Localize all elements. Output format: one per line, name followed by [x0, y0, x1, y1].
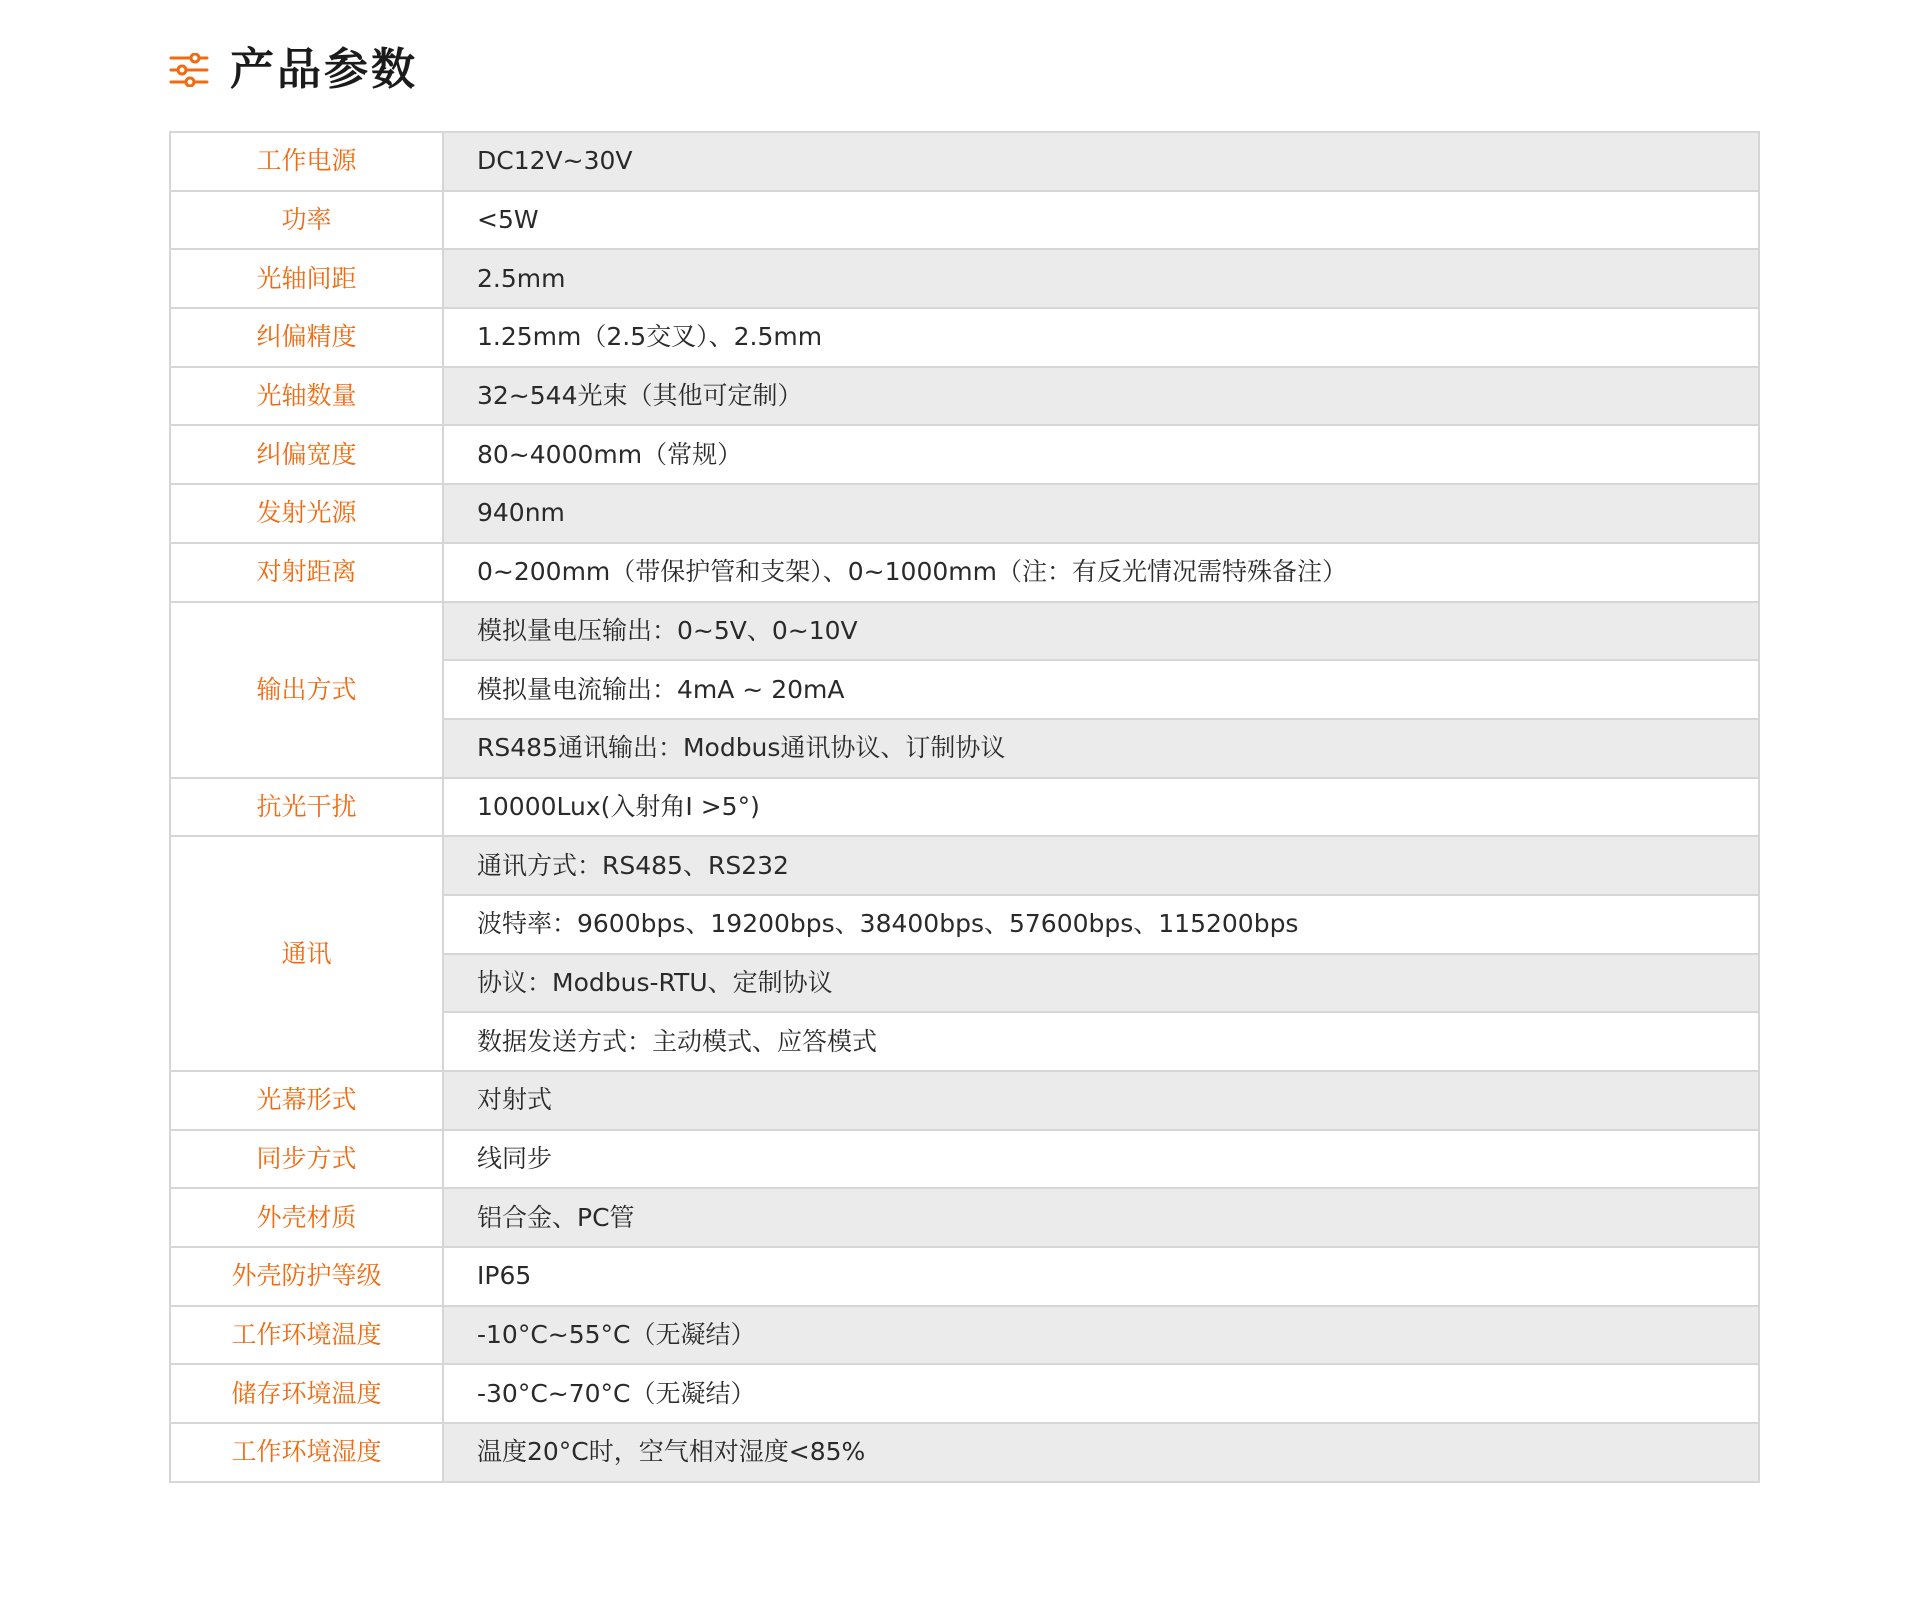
param-label: 发射光源 [170, 484, 443, 543]
table-row [170, 1071, 1759, 1130]
param-value: 数据发送方式：主动模式、应答模式 [443, 1012, 1759, 1071]
table-row [170, 308, 1759, 367]
page-title: 产品参数 [230, 44, 418, 95]
table-row [170, 1130, 1759, 1189]
table-row [170, 543, 1759, 602]
table-row [170, 778, 1759, 837]
param-label: 纠偏宽度 [170, 425, 443, 484]
param-value: 对射式 [443, 1071, 1759, 1130]
param-value: 32~544光束（其他可定制） [443, 367, 1759, 426]
table-row [170, 484, 1759, 543]
param-value: 线同步 [443, 1130, 1759, 1189]
param-label: 外壳防护等级 [170, 1247, 443, 1306]
table-row [170, 367, 1759, 426]
param-value: 波特率：9600bps、19200bps、38400bps、57600bps、115200bps [443, 895, 1759, 954]
table-row [170, 1423, 1759, 1482]
param-value: 1.25mm（2.5交叉）、2.5mm [443, 308, 1759, 367]
spec-table [169, 131, 1760, 1483]
param-label: 工作环境温度 [170, 1306, 443, 1365]
table-row [170, 1306, 1759, 1365]
param-label: 同步方式 [170, 1130, 443, 1189]
param-value: DC12V~30V [443, 132, 1759, 191]
param-value: RS485通讯输出：Modbus通讯协议、订制协议 [443, 719, 1759, 778]
param-label: 光轴间距 [170, 249, 443, 308]
param-label: 光幕形式 [170, 1071, 443, 1130]
param-label: 外壳材质 [170, 1188, 443, 1247]
sliders-icon [169, 53, 209, 87]
spec-table-body [170, 132, 1759, 1482]
param-value: -10°C~55°C（无凝结） [443, 1306, 1759, 1365]
param-value: 80~4000mm（常规） [443, 425, 1759, 484]
param-value: 0~200mm（带保护管和支架）、0~1000mm（注：有反光情况需特殊备注） [443, 543, 1759, 602]
table-row [170, 191, 1759, 250]
param-value: <5W [443, 191, 1759, 250]
param-label: 储存环境温度 [170, 1364, 443, 1423]
param-label: 输出方式 [170, 602, 443, 778]
table-row [170, 132, 1759, 191]
param-label: 光轴数量 [170, 367, 443, 426]
param-value: -30°C~70°C（无凝结） [443, 1364, 1759, 1423]
table-row [170, 425, 1759, 484]
param-label: 工作电源 [170, 132, 443, 191]
param-value: IP65 [443, 1247, 1759, 1306]
param-label: 纠偏精度 [170, 308, 443, 367]
param-label: 工作环境湿度 [170, 1423, 443, 1482]
param-label: 通讯 [170, 836, 443, 1071]
param-value: 940nm [443, 484, 1759, 543]
param-label: 抗光干扰 [170, 778, 443, 837]
table-row [170, 1364, 1759, 1423]
param-value: 温度20°C时，空气相对湿度<85% [443, 1423, 1759, 1482]
param-value: 2.5mm [443, 249, 1759, 308]
table-row [170, 1188, 1759, 1247]
table-row [170, 249, 1759, 308]
table-row [170, 602, 1759, 661]
section-header [169, 42, 418, 98]
param-value: 铝合金、PC管 [443, 1188, 1759, 1247]
param-value: 协议：Modbus-RTU、定制协议 [443, 954, 1759, 1013]
table-row [170, 836, 1759, 895]
table-row [170, 1247, 1759, 1306]
param-value: 模拟量电流输出：4mA ~ 20mA [443, 660, 1759, 719]
param-label: 对射距离 [170, 543, 443, 602]
param-value: 通讯方式：RS485、RS232 [443, 836, 1759, 895]
param-value: 10000Lux(入射角I >5°) [443, 778, 1759, 837]
param-label: 功率 [170, 191, 443, 250]
param-value: 模拟量电压输出：0~5V、0~10V [443, 602, 1759, 661]
